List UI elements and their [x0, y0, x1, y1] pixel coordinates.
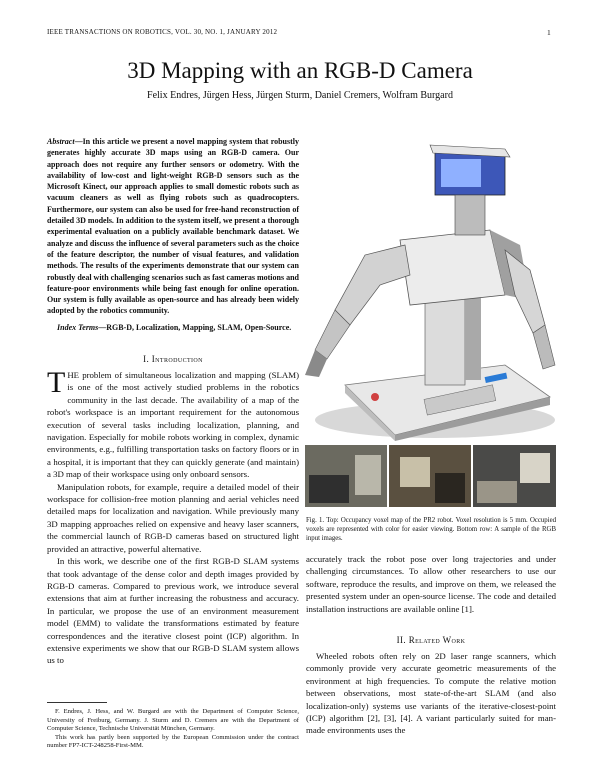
footnotes [47, 708, 299, 751]
abstract-text: —In this article we present a novel mapping system that robustly generates highly accurate 3D maps using an RGB-D camera. Our approach does not require any further sensors or odometry. With the availability of low-cost and light-weight RGB-D sensors such as the Microsoft Kinect, our approach applies to small domestic robots such as vacuum cleaners as well as flying robots such as quadrocopters. Furthermore, our system can also be used for free-hand reconstruction of detailed 3D models. In addition to the system itself, we present a thorough experimental evaluation on a publicly available benchmark dataset. We analyze and discuss the influence of several parameters such as the choice of the feature descriptor, the number of visual features, and validation methods. The results of the experiments demonstrate that our system can robustly deal with challenging scenarios such as fast cameras motions and feature-poor environments while being fast enough for online operation. Our system is fully available as open-source and has already been widely adopted by the robotics community. [47, 137, 299, 316]
intro-paragraph-continued: accurately track the robot pose over long trajectories and under challenging circumstances. To allow other researchers to use our software, reproduce the results, and improve on them, we released the presented system under an open-source license. The code and detailed installation instructions are available online [1]. [306, 554, 556, 614]
section-heading-introduction: I. Introduction [143, 354, 203, 364]
abstract-lead: Abstract [47, 137, 75, 146]
intro-paragraph-1: THE problem of simultaneous localization and mapping (SLAM) is one of the most actively studied problems in the robotics community in the last decade. The availability of a map of the robot's workspace is an important requirement for the autonomous execution of several tasks including localization, planning, and navigation. Especially for mobile robots working in complex, dynamic environments, e.g., fulfilling transportation tasks on factory floors or in a hospital, it is important that they can quickly generate (and maintain) a 3D map of their workspace using only onboard sensors. [47, 366, 299, 480]
index-terms [47, 322, 299, 333]
page-number: 1 [547, 28, 551, 37]
abstract [47, 136, 299, 317]
author-list: Felix Endres, Jürgen Hess, Jürgen Sturm, Daniel Cremers, Wolfram Burgard [147, 90, 453, 101]
introduction-body [47, 366, 299, 667]
index-terms-lead: Index Terms [57, 323, 99, 332]
footnote-funding: This work has partly been supported by the European Commission under the contract number FP7-ICT-248258-First-MM. [47, 733, 299, 750]
figure-caption: Fig. 1. Top: Occupancy voxel map of the PR2 robot. Voxel resolution is 5 mm. Occupied voxels are represented with color for easier viewing. Bottom row: A sample of the RGB input images. [306, 517, 556, 542]
index-terms-text: —RGB-D, Localization, Mapping, SLAM, Open-Source. [98, 323, 292, 332]
footnote-affiliations: F. Endres, J. Hess, and W. Burgard are with the Department of Computer Science, University of Freiburg, Germany. J. Sturm and D. Cremers are with the Department of Computer Science, Technische Universität München, Germany. [47, 708, 299, 733]
intro-paragraph-3: In this work, we describe one of the first RGB-D SLAM systems that took advantage of the dense color and depth images provided by RGB-D cameras. Compared to previous work, we introduce several extensions that aim at further increasing the robustness and accuracy. In particular, we propose the use of an environment measurement model (EMM) to validate the transformations estimated by feature correspondences and the iterative closest point (ICP) algorithm. In extensive experiments we show that our RGB-D SLAM system allows us to [47, 556, 299, 666]
drop-cap: T [47, 366, 66, 399]
related-work-paragraph-1: Wheeled robots often rely on 2D laser range scanners, which commonly provide very accurate geometric measurements of the environment at high frequencies. To compute the relative motion between observations, most state-of-the-art SLAM (and also localization-only) systems use variants of the iterative-closest-point (ICP) algorithm [2], [3], [4]. A variant particularly suited for man-made environments uses the [306, 651, 556, 736]
voxel-map-figure [305, 135, 556, 445]
footnote-rule [47, 702, 107, 703]
paper-title: 3D Mapping with an RGB-D Camera [127, 58, 473, 83]
running-header: IEEE TRANSACTIONS ON ROBOTICS, VOL. 30, NO. 1, JANUARY 2012 [47, 28, 278, 36]
rgb-input-thumbnails [305, 445, 556, 507]
section-heading-related-work: II. Related Work [396, 635, 466, 645]
intro-paragraph-2: Manipulation robots, for example, require a detailed model of their workspace for collision-free motion planning and aerial vehicles need detailed maps for localization and navigation. While previously many 3D mapping approaches relied on expensive and heavy laser scanners, the commercial launch of RGB-D cameras based on structured light provided an attractive, powerful alternative. [47, 481, 299, 554]
